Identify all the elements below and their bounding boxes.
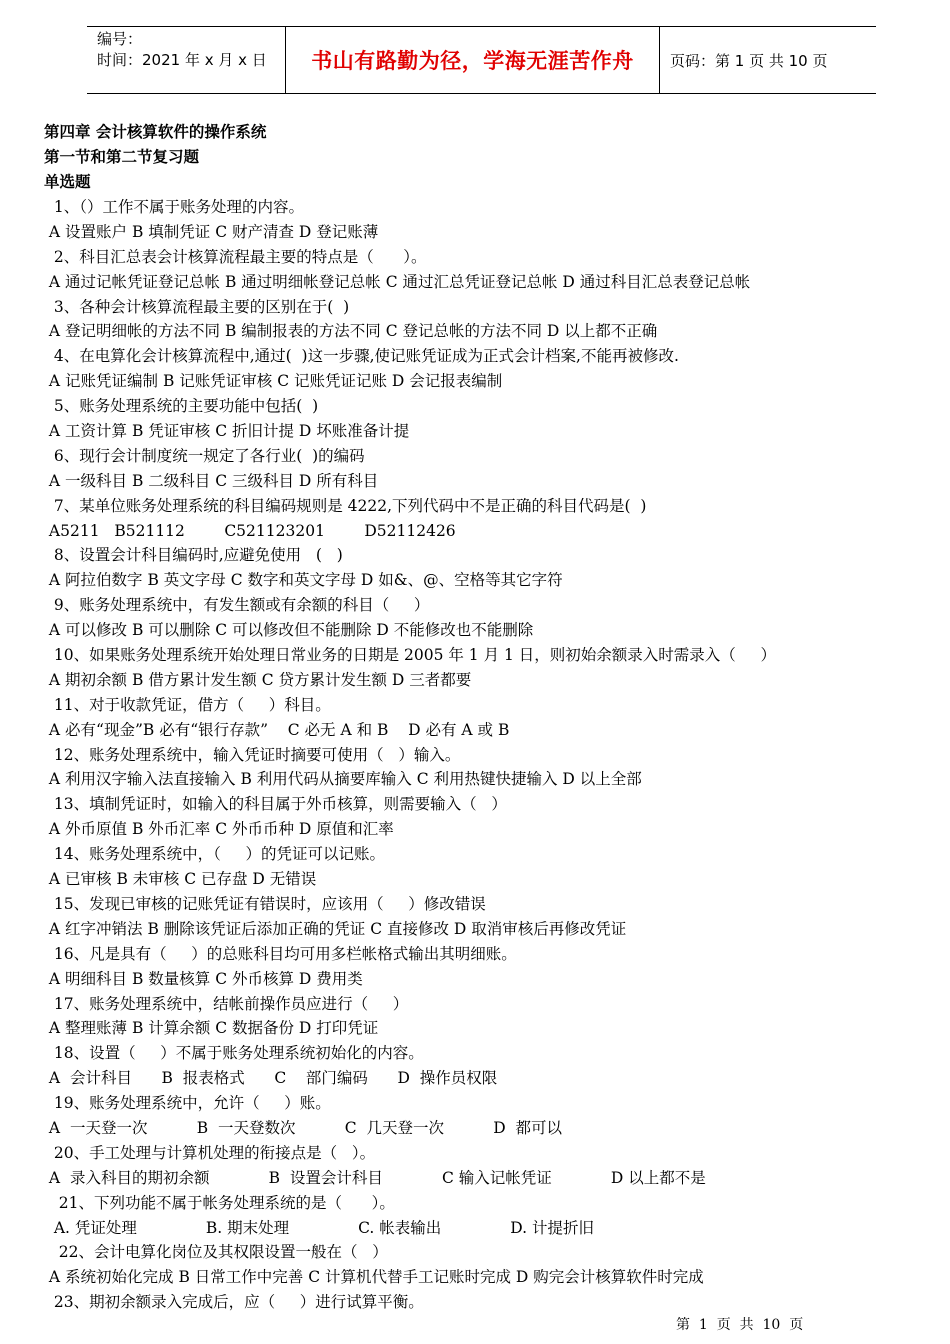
answer-options: A 会计科目 B 报表格式 C 部门编码 D 操作员权限 <box>44 1069 498 1088</box>
question-text: 6、现行会计制度统一规定了各行业( )的编码 <box>44 446 365 465</box>
question-text: 15、发现已审核的记账凭证有错误时，应该用（ ）修改错误 <box>44 894 486 913</box>
answer-options: A 阿拉伯数字 B 英文字母 C 数字和英文字母 D 如&、@、空格等其它字符 <box>44 571 563 590</box>
page-number-label: 页码：第 1 页 共 10 页 <box>670 51 828 70</box>
answer-options: A 设置账户 B 填制凭证 C 财产清查 D 登记账薄 <box>44 222 379 241</box>
question-text: 12、账务处理系统中，输入凭证时摘要可使用（ ）输入。 <box>44 745 461 764</box>
motto-text: 书山有路勤为径，学海无涯苦作舟 <box>311 49 634 73</box>
section-title: 第一节和第二节复习题 <box>44 148 200 166</box>
answer-options: A 通过记帐凭证登记总帐 B 通过明细帐登记总帐 C 通过汇总凭证登记总帐 D 通过科目汇总表登记总帐 <box>44 272 751 291</box>
answer-options: A 已审核 B 未审核 C 已存盘 D 无错误 <box>44 870 317 889</box>
answer-options: A 一级科目 B 二级科目 C 三级科目 D 所有科目 <box>44 471 379 490</box>
answer-options: A 期初余额 B 借方累计发生额 C 贷方累计发生额 D 三者都要 <box>44 670 472 689</box>
answer-options: A 整理账薄 B 计算余额 C 数据备份 D 打印凭证 <box>44 1019 379 1038</box>
answer-options: A 必有“现金”B 必有“银行存款” C 必无 A 和 B D 必有 A 或 B <box>44 720 510 739</box>
chapter-title: 第四章 会计核算软件的操作系统 <box>44 123 267 141</box>
question-text: 16、凡是具有（ ）的总账科目均可用多栏帐格式输出其明细账。 <box>44 944 517 963</box>
answer-options: A 系统初始化完成 B 日常工作中完善 C 计算机代替手工记账时完成 D 购完会计核算软件时完成 <box>44 1268 704 1287</box>
question-text: 1、（）工作不属于账务处理的内容。 <box>44 198 304 216</box>
question-text: 20、手工处理与计算机处理的衔接点是（ ）。 <box>44 1143 376 1162</box>
question-text: 5、账务处理系统的主要功能中包括( ) <box>44 397 319 416</box>
time-label: 时间：2021 年 x 月 x 日 <box>97 51 267 69</box>
question-text: 18、设置（ ）不属于账务处理系统初始化的内容。 <box>44 1044 424 1063</box>
question-text: 23、期初余额录入完成后，应（ ）进行试算平衡。 <box>44 1293 424 1312</box>
question-text: 22、会计电算化岗位及其权限设置一般在（ ） <box>44 1243 388 1262</box>
answer-options: A 登记明细帐的方法不同 B 编制报表的方法不同 C 登记总帐的方法不同 D 以上都不正确 <box>44 322 658 341</box>
answer-options: A 记账凭证编制 B 记账凭证审核 C 记账凭证记账 D 会记报表编制 <box>44 372 503 391</box>
question-text: 14、账务处理系统中，（ ）的凭证可以记账。 <box>44 845 385 864</box>
answer-options: A 工资计算 B 凭证审核 C 折旧计提 D 坏账准备计提 <box>44 422 410 441</box>
question-text: 4、在电算化会计核算流程中,通过( )这一步骤,使记账凭证成为正式会计档案,不能再被修改. <box>44 347 679 366</box>
question-text: 17、账务处理系统中，结帐前操作员应进行（ ） <box>44 994 409 1013</box>
answer-options: A 红字冲销法 B 删除该凭证后添加正确的凭证 C 直接修改 D 取消审核后再修改凭证 <box>44 919 627 938</box>
page-header <box>87 26 876 94</box>
answer-options: A 录入科目的期初余额 B 设置会计科目 C 输入记帐凭证 D 以上都不是 <box>44 1168 706 1187</box>
question-text: 3、各种会计核算流程最主要的区别在于( ) <box>44 297 350 316</box>
page-footer: 第 1 页 共 10 页 <box>676 1317 804 1333</box>
header-left-cell <box>87 27 285 93</box>
question-text: 8、设置会计科目编码时,应避免使用 ( ) <box>44 546 343 565</box>
question-text: 19、账务处理系统中，允许（ ）账。 <box>44 1094 331 1113</box>
question-text: 9、账务处理系统中，有发生额或有余额的科目（ ） <box>44 596 430 615</box>
answer-options: A 一天登一次 B 一天登数次 C 几天登一次 D 都可以 <box>44 1118 563 1137</box>
header-motto-cell <box>285 27 660 93</box>
question-text: 13、填制凭证时，如输入的科目属于外币核算，则需要输入（ ） <box>44 795 507 814</box>
question-text: 21、下列功能不属于帐务处理系统的是（ ）。 <box>44 1193 395 1212</box>
question-text: 2、科目汇总表会计核算流程最主要的特点是（ ）。 <box>44 247 427 266</box>
answer-options: A 明细科目 B 数量核算 C 外币核算 D 费用类 <box>44 969 363 988</box>
answer-options: A5211 B521112 C521123201 D52112426 <box>44 521 456 540</box>
question-text: 10、如果账务处理系统开始处理日常业务的日期是 2005 年 1 月 1 日，则初始余额录入时需录入（ ） <box>44 646 776 665</box>
answer-options: A 外币原值 B 外币汇率 C 外币币种 D 原值和汇率 <box>44 820 394 839</box>
number-label: 编号： <box>97 30 143 48</box>
question-list <box>44 195 924 1315</box>
question-text: 7、某单位账务处理系统的科目编码规则是 4222,下列代码中不是正确的科目代码是( ) <box>44 496 647 515</box>
document-body <box>44 120 924 1315</box>
answer-options: A 利用汉字输入法直接输入 B 利用代码从摘要库输入 C 利用热键快捷输入 D 以上全部 <box>44 770 642 789</box>
question-type-heading: 单选题 <box>44 173 91 191</box>
header-page-cell <box>660 27 876 93</box>
answer-options: A 可以修改 B 可以删除 C 可以修改但不能删除 D 不能修改也不能删除 <box>44 621 534 640</box>
answer-options: A. 凭证处理 B. 期末处理 C. 帐表输出 D. 计提折旧 <box>44 1218 594 1237</box>
question-text: 11、对于收款凭证，借方（ ）科目。 <box>44 695 331 714</box>
